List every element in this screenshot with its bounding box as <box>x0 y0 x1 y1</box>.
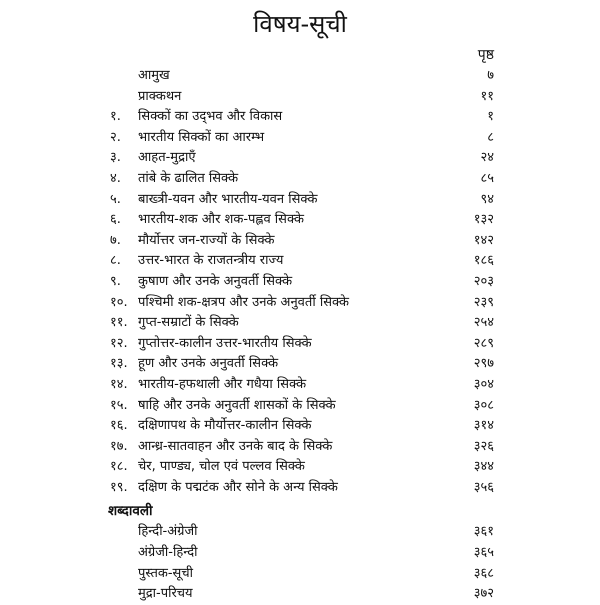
entry-page: १३२ <box>473 212 494 228</box>
entry-page: ३६५ <box>473 545 494 561</box>
entry-title: तांबे के ढालित सिक्के <box>138 170 239 186</box>
entry-title: पुस्तक-सूची <box>138 565 193 581</box>
glossary-heading-row <box>0 501 600 522</box>
entry-number: ९. <box>110 273 121 289</box>
entry-title: बाख्त्री-यवन और भारतीय-यवन सिक्के <box>138 191 318 207</box>
entry-page: १४२ <box>473 232 494 248</box>
entry-page: ३४४ <box>473 459 494 475</box>
toc-entry <box>0 272 600 293</box>
toc-entry <box>0 437 600 458</box>
entry-number: १. <box>110 109 121 125</box>
entry-number: १४. <box>110 376 128 392</box>
toc-entry <box>0 334 600 355</box>
toc-entry <box>0 66 600 87</box>
entry-title: आमुख <box>138 68 170 83</box>
entry-title: भारतीय-हफथाली और गधैया सिक्के <box>138 376 307 392</box>
entry-number: १५. <box>110 397 128 413</box>
entry-page: २८९ <box>473 335 494 351</box>
toc-entry <box>0 190 600 211</box>
entry-page: ३०४ <box>473 376 494 392</box>
toc-entry <box>0 148 600 169</box>
toc-entry <box>0 396 600 417</box>
entry-page: ३०८ <box>473 397 494 413</box>
toc-entry <box>0 107 600 128</box>
entry-number: ६. <box>110 212 121 228</box>
entry-number: १६. <box>110 418 128 434</box>
entry-page: १८६ <box>473 253 494 269</box>
entry-number: १९. <box>110 479 128 495</box>
entry-title: सिक्कों का उद्‌भव और विकास <box>138 109 283 125</box>
entry-title: आहत-मुद्राएँ <box>138 150 196 166</box>
toc-entry <box>0 231 600 252</box>
entry-page: २९७ <box>473 356 494 372</box>
entry-title: दक्षिणापथ के मौर्योत्तर-कालीन सिक्के <box>138 418 312 434</box>
toc-entry <box>0 457 600 478</box>
entry-title: दक्षिण के पद्मटंक और सोने के अन्य सिक्के <box>138 479 338 495</box>
toc-entry <box>0 313 600 334</box>
page-column-header: पृष्ठ <box>477 47 494 63</box>
entry-page: ८ <box>487 129 494 145</box>
glossary-heading: शब्दावली <box>108 503 153 520</box>
entry-title: मुद्रा-परिचय <box>138 586 193 602</box>
entry-number: २. <box>110 129 121 145</box>
entry-title: गुप्त-सम्राटों के सिक्के <box>138 315 239 331</box>
entry-title: चेर, पाण्ड्य, चोल एवं पल्लव सिक्के <box>138 459 305 475</box>
entry-title: उत्तर-भारत के राजतन्त्रीय राज्य <box>138 253 284 269</box>
entry-page: २३९ <box>473 294 494 310</box>
glossary-entry <box>0 522 600 543</box>
entry-page: १ <box>487 109 494 125</box>
entry-number: ८. <box>110 253 121 269</box>
entry-page: ३२६ <box>473 438 494 454</box>
entry-title: हूण और उनके अनुवर्ती सिक्के <box>138 356 279 372</box>
entry-number: १३. <box>110 356 128 372</box>
toc-entry <box>0 169 600 190</box>
entry-number: ३. <box>110 150 121 166</box>
glossary-entry <box>0 543 600 564</box>
entry-title: अंग्रेजी-हिन्दी <box>138 545 198 561</box>
entry-title: मौर्योत्तर जन-राज्यों के सिक्के <box>138 232 275 248</box>
entry-title: प्राक्कथन <box>138 88 182 104</box>
toc-entry <box>0 375 600 396</box>
toc-entry <box>0 354 600 375</box>
entry-page: ३१४ <box>473 418 494 434</box>
entry-page: ७ <box>487 68 494 83</box>
toc-entry <box>0 293 600 314</box>
entry-title: भारतीय-शक और शक-पह्लव सिक्के <box>138 212 305 228</box>
entry-page: ११ <box>480 88 494 104</box>
glossary-entry <box>0 564 600 585</box>
glossary-entry <box>0 584 600 605</box>
toc-entry <box>0 251 600 272</box>
entry-number: १०. <box>110 294 128 310</box>
entry-number: ५. <box>110 191 121 207</box>
toc-list <box>0 66 600 605</box>
toc-entry <box>0 210 600 231</box>
entry-number: ७. <box>110 232 121 248</box>
entry-title: भारतीय सिक्कों का आरम्भ <box>138 129 265 145</box>
entry-page: २४ <box>480 150 494 166</box>
entry-page: ३६८ <box>473 565 494 581</box>
entry-title: आन्ध्र-सातवाहन और उनके बाद के सिक्के <box>138 438 333 454</box>
entry-page: २५४ <box>473 315 494 331</box>
entry-title: गुप्तोत्तर-कालीन उत्तर-भारतीय सिक्के <box>138 335 312 351</box>
entry-title: पश्चिमी शक-क्षत्रप और उनके अनुवर्ती सिक्के <box>138 294 350 310</box>
entry-number: १२. <box>110 335 128 351</box>
entry-title: हिन्दी-अंग्रेजी <box>138 524 198 540</box>
entry-number: ११. <box>110 315 128 331</box>
entry-page: ८५ <box>480 170 494 186</box>
entry-number: ४. <box>110 170 121 186</box>
toc-entry <box>0 416 600 437</box>
entry-page: ९४ <box>480 191 494 207</box>
toc-entry <box>0 87 600 108</box>
entry-page: ३६१ <box>473 524 494 540</box>
toc-entry <box>0 128 600 149</box>
entry-page: ३५६ <box>473 479 494 495</box>
toc-entry <box>0 478 600 499</box>
entry-page: २०३ <box>473 273 494 289</box>
entry-title: कुषाण और उनके अनुवर्ती सिक्के <box>138 273 293 289</box>
entry-page: ३७२ <box>473 586 494 602</box>
entry-number: १७. <box>110 438 128 454</box>
entry-title: षाहि और उनके अनुवर्ती शासकों के सिक्के <box>138 397 336 413</box>
entry-number: १८. <box>110 459 128 475</box>
page-title: विषय-सूची <box>253 10 347 38</box>
